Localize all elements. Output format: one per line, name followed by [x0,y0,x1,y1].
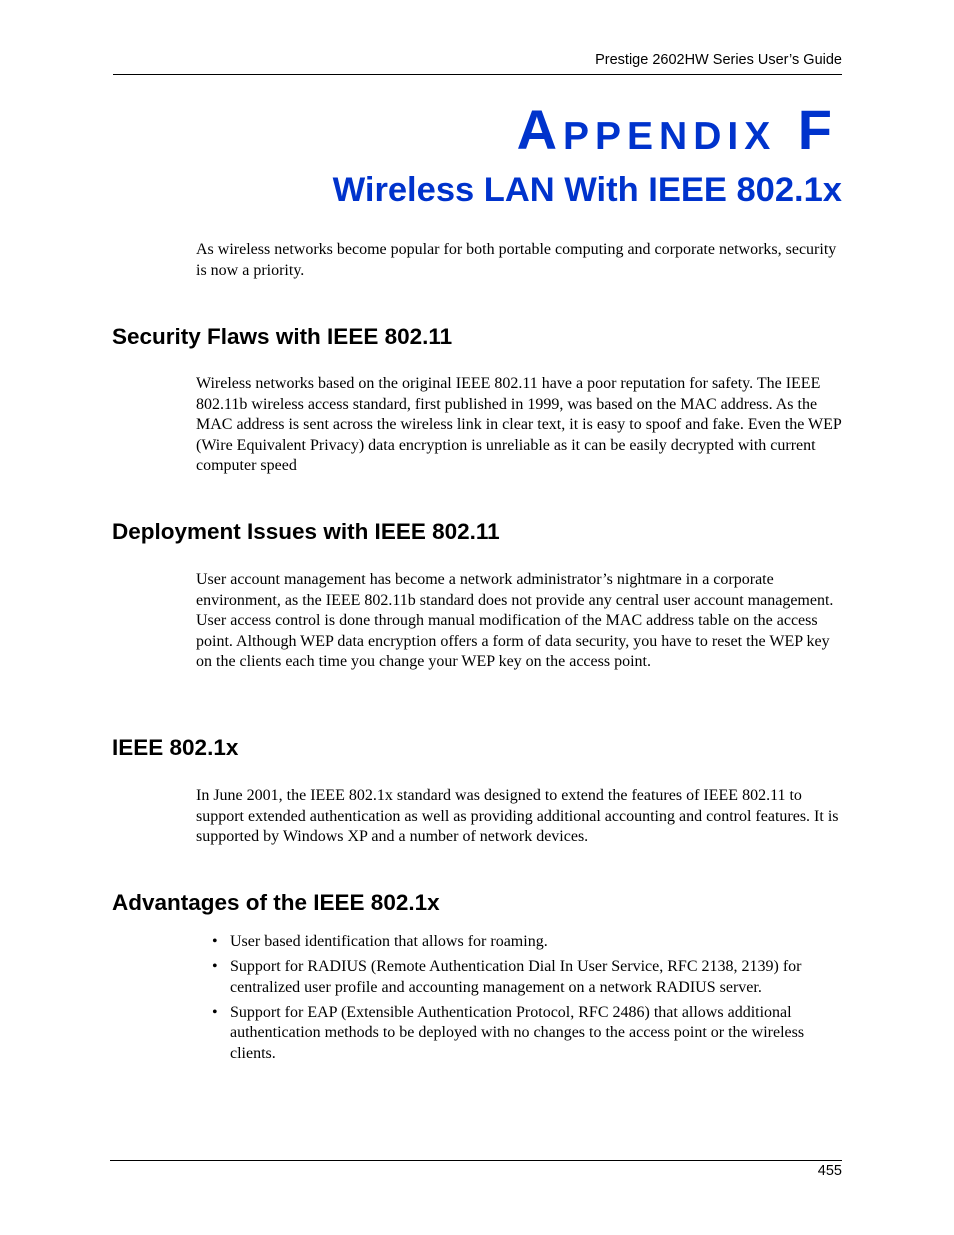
list-item-text: Support for RADIUS (Remote Authentication Dial In User Service, RFC 2138, 2139) for centralized user profile and accounting management on a network RADIUS server. [230,958,802,996]
appendix-label: Appendix F [516,98,838,161]
bullet-icon: • [212,958,218,975]
chapter-title: Wireless LAN With IEEE 802.1x [332,171,842,209]
footer-divider [110,1160,842,1161]
section-heading-ieee-8021x: IEEE 802.1x [112,735,239,760]
intro-paragraph: As wireless networks become popular for both portable computing and corporate networks, security is now a priority. [196,241,837,279]
list-item [0,957,842,998]
advantages-list [0,932,842,1069]
list-item-text: User based identification that allows for roaming. [230,933,548,950]
section-heading-security-flaws: Security Flaws with IEEE 802.11 [112,324,453,349]
bullet-icon: • [212,1003,218,1021]
page-number: 455 [817,1163,842,1179]
running-header: Prestige 2602HW Series User’s Guide [595,52,842,68]
section-heading-deployment-issues: Deployment Issues with IEEE 802.11 [112,519,500,544]
section-heading-advantages: Advantages of the IEEE 802.1x [112,890,440,915]
section-body-ieee-8021x: In June 2001, the IEEE 802.1x standard was designed to extend the features of IEEE 802.11 to support extended authentication as well as providing additional accounting and control features. It is supported by Windows XP and a number of network devices. [196,787,839,845]
section-body-deployment-issues: User account management has become a network administrator’s nightmare in a corporate environment, as the IEEE 802.11b standard does not provide any central user account management. User access control is done through manual modification of the MAC address table on the access point. Although WEP data encryption offers a form of data security, you have to reset the WEP key on the clients each time you change your WEP key on the access point. [196,571,834,670]
section-body-security-flaws: Wireless networks based on the original IEEE 802.11 have a poor reputation for safety. The IEEE 802.11b wireless access standard, first published in 1999, was based on the MAC address. As the MAC address is sent across the wireless link in clear text, it is easy to spoof and fake. Even the WEP (Wire Equivalent Privacy) data encryption is unreliable as it can be easily decrypted with current computer speed [196,375,842,474]
list-item [0,1003,842,1065]
list-item-text: Support for EAP (Extensible Authentication Protocol, RFC 2486) that allows additional authentication methods to be deployed with no changes to the access point or the wireless clients. [230,1003,805,1062]
header-divider [113,74,842,75]
bullet-icon: • [212,933,218,950]
list-item [0,932,842,953]
